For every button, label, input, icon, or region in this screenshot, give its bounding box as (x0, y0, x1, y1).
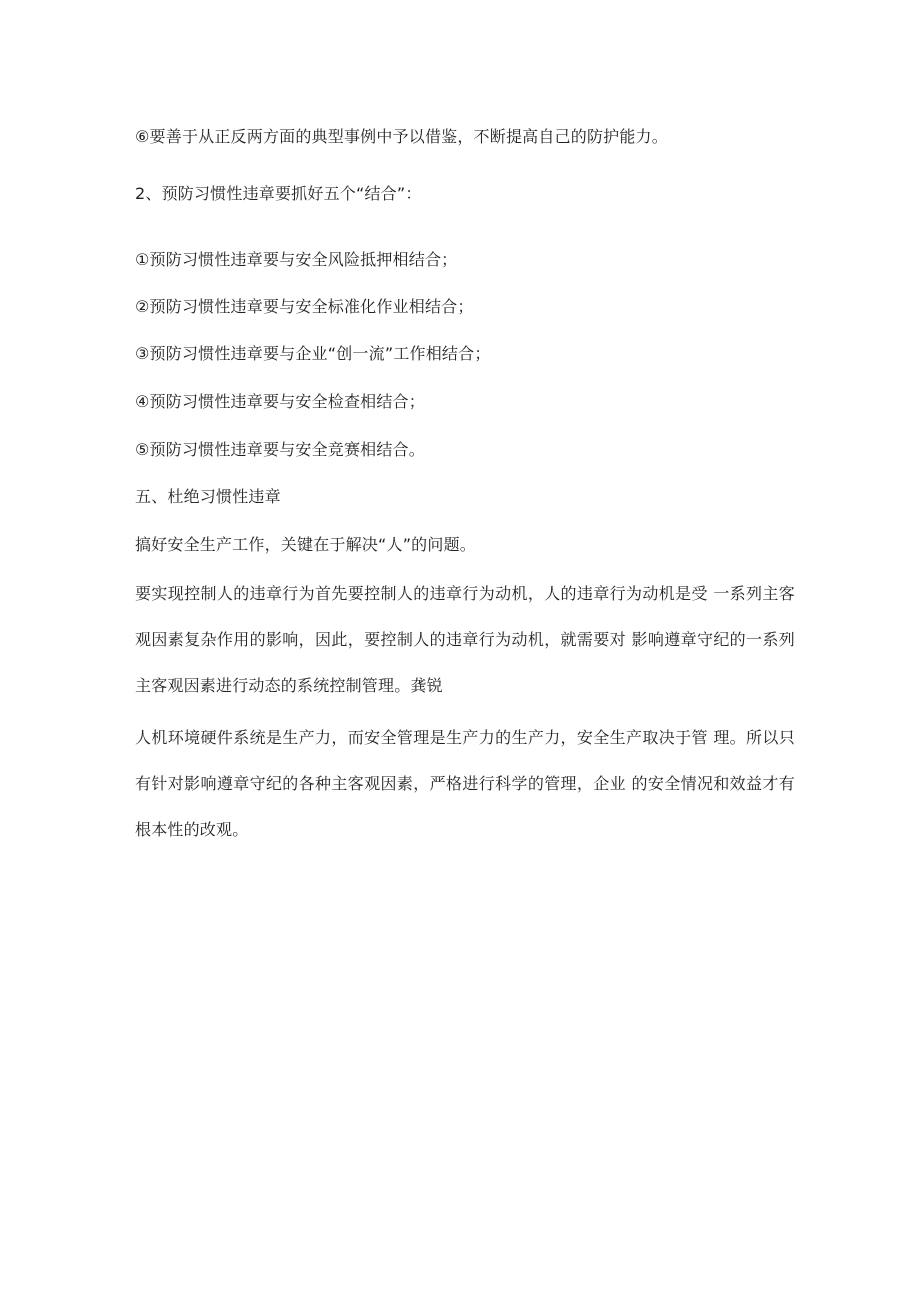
paragraph-safety-management: 人机环境硬件系统是生产力，而安全管理是生产力的生产力，安全生产取决于管 理。所以只有针对影响遵章守纪的各种主客观因素，严格进行科学的管理，企业 的安全情况和效益才有根本性的改观。 (135, 728, 795, 839)
list-item-6-guidance: ⑥要善于从正反两方面的典型事例中予以借鉴，不断提高自己的防护能力。 (135, 127, 668, 146)
list-item-3-first-class: ③预防习惯性违章要与企业“创一流”工作相结合； (135, 344, 491, 363)
section-heading-five-combinations: 2、预防习惯性违章要抓好五个“结合”： (135, 184, 422, 203)
list-item-1-risk-deposit: ①预防习惯性违章要与安全风险抵押相结合； (135, 250, 458, 269)
paragraph-violation-motivation: 要实现控制人的违章行为首先要控制人的违章行为动机，人的违章行为动机是受 一系列主客观因素复杂作用的影响，因此，要控制人的违章行为动机，就需要对 影响遵章守纪的一系列主客观因素进行动态的系统控制管理。龚锐 (135, 584, 795, 695)
section-heading-eliminate-violations: 五、杜绝习惯性违章 (135, 487, 281, 506)
list-item-2-standardized-operation: ②预防习惯性违章要与安全标准化作业相结合； (135, 297, 474, 316)
intro-sentence: 搞好安全生产工作，关键在于解决“人”的问题。 (135, 535, 476, 554)
list-item-5-safety-competition: ⑤预防习惯性违章要与安全竞赛相结合。 (135, 440, 425, 459)
list-item-4-safety-inspection: ④预防习惯性违章要与安全检查相结合； (135, 392, 425, 411)
